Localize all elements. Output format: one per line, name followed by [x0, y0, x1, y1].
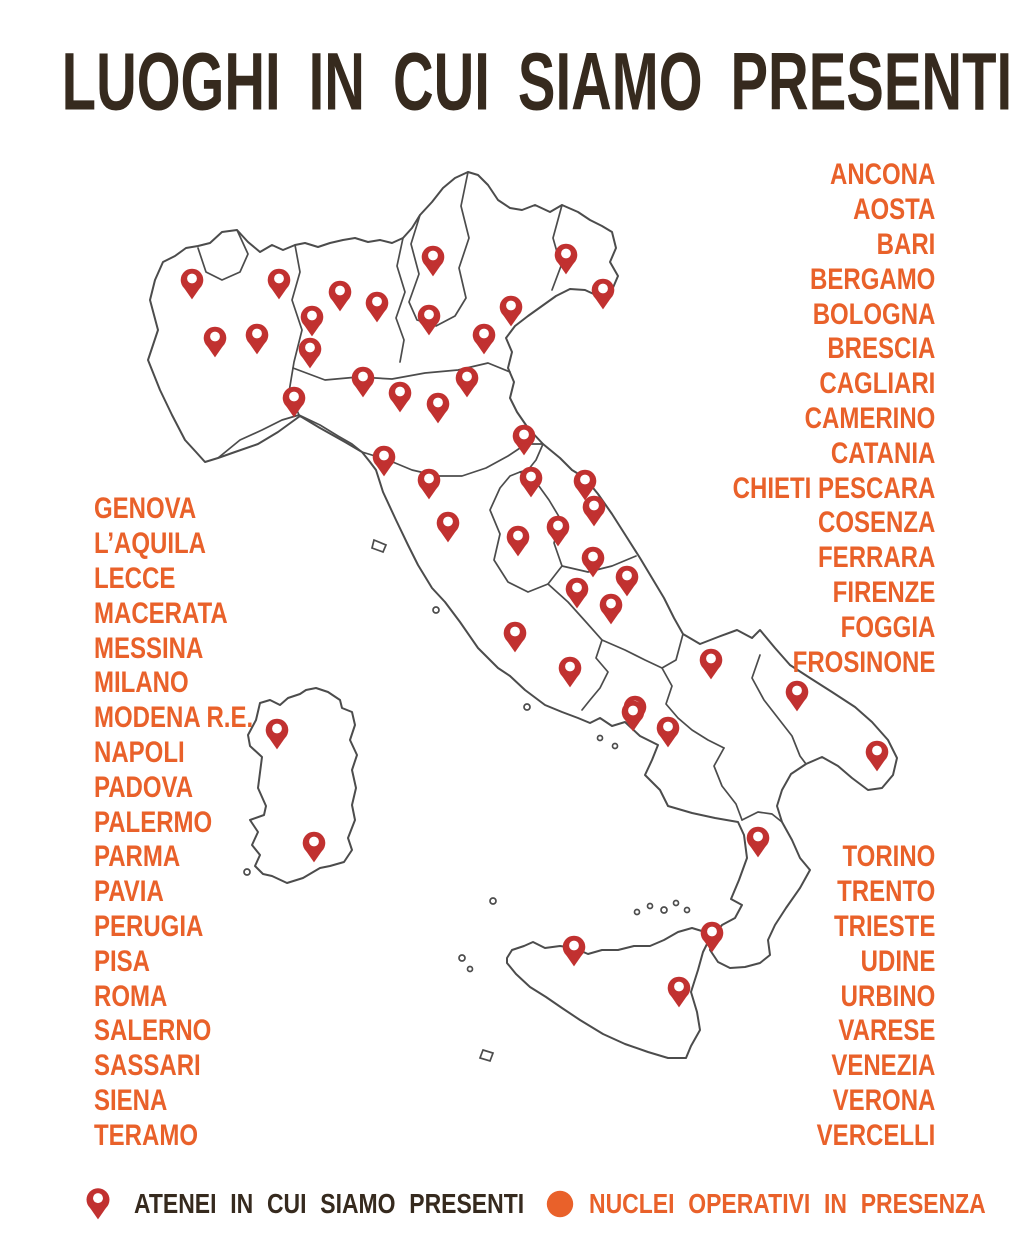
filled-circle-icon [546, 1190, 574, 1218]
city-label: PADOVA [94, 770, 194, 804]
city-label: CAGLIARI [819, 367, 935, 401]
city-label: TERAMO [94, 1118, 198, 1152]
city-label: VERCELLI [816, 1118, 935, 1152]
city-label: PISA [94, 944, 151, 978]
left-city-list [94, 492, 293, 1153]
city-label: TORINO [842, 840, 935, 874]
legend-nuclei-label: NUCLEI OPERATIVI IN PRESENZA [589, 1188, 986, 1219]
city-label: BOLOGNA [812, 297, 935, 331]
city-label: PALERMO [94, 805, 213, 839]
city-label: ANCONA [829, 158, 935, 192]
city-label: CHIETI PESCARA [732, 471, 935, 505]
city-label: FROSINONE [792, 645, 935, 679]
right-city-list-bottom [787, 840, 935, 1153]
page-title: LUOGHI IN CUI SIAMO PRESENTI [61, 35, 1013, 128]
city-label: PARMA [94, 840, 181, 874]
city-label: AOSTA [852, 193, 935, 227]
city-label: CAMERINO [804, 401, 935, 435]
city-label: BARI [876, 227, 935, 261]
city-label: ROMA [94, 979, 168, 1013]
city-label: NAPOLI [94, 735, 185, 769]
city-label: VENEZIA [830, 1049, 935, 1083]
city-label: LECCE [94, 561, 176, 595]
city-label: COSENZA [817, 506, 935, 540]
city-label: PERUGIA [94, 909, 204, 943]
city-label: SALERNO [94, 1014, 212, 1048]
city-label: MODENA R.E. [94, 701, 254, 735]
city-label: FOGGIA [840, 610, 935, 644]
city-label: TRIESTE [833, 909, 935, 943]
city-label: TRENTO [836, 875, 935, 909]
city-label: UDINE [860, 944, 935, 978]
city-label: VARESE [838, 1014, 935, 1048]
legend-nuclei [546, 1183, 1028, 1225]
map-pin-icon [592, 279, 615, 310]
city-label: FIRENZE [832, 575, 935, 609]
city-label: BERGAMO [809, 262, 935, 296]
right-city-list-top [682, 158, 935, 680]
city-label: SASSARI [94, 1049, 201, 1083]
city-label: VERONA [832, 1083, 935, 1117]
city-label: URBINO [840, 979, 935, 1013]
legend-atenei [86, 1183, 610, 1225]
city-label: MESSINA [94, 631, 204, 665]
city-label: MACERATA [94, 596, 228, 630]
city-label: SIENA [94, 1083, 168, 1117]
city-label: L’AQUILA [94, 527, 206, 561]
legend-atenei-label: ATENEI IN CUI SIAMO PRESENTI [134, 1188, 525, 1219]
city-label: GENOVA [94, 492, 197, 526]
city-label: FERRARA [817, 541, 935, 575]
city-label: BRESCIA [826, 332, 935, 366]
city-label: CATANIA [830, 436, 935, 470]
city-label: MILANO [94, 666, 189, 700]
city-label: PAVIA [94, 875, 164, 909]
map-pin-icon [86, 1188, 110, 1220]
